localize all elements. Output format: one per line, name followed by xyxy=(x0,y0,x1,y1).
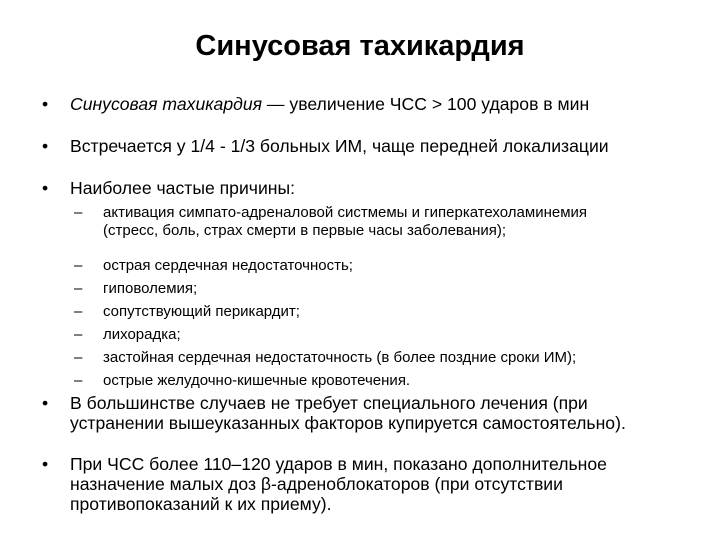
sub-bullet-item xyxy=(74,326,688,344)
dash-marker: – xyxy=(74,349,83,366)
dash-marker: – xyxy=(74,326,83,343)
bullet-marker: • xyxy=(42,94,49,114)
bullet-text: Наиболее частые причины: xyxy=(70,178,296,198)
bullet-text: При ЧСС более 110–120 ударов в мин, показано дополнительное назначение малых доз β-адреноблокаторов (при отсутствии противопоказаний к их приему). xyxy=(70,454,607,514)
bullet-item-treatment xyxy=(42,393,670,433)
sub-bullet-text: застойная сердечная недостаточность (в более поздние сроки ИМ); xyxy=(103,349,577,366)
bullet-item-beta-blockers xyxy=(42,454,670,514)
bullet-item-definition xyxy=(42,94,670,114)
bullet-marker: • xyxy=(42,136,49,156)
sub-bullet-item xyxy=(74,204,643,239)
sub-bullet-text: сопутствующий перикардит; xyxy=(103,303,300,320)
sub-bullet-text: острая сердечная недостаточность; xyxy=(103,257,353,274)
sub-bullet-item xyxy=(74,303,688,321)
slide-title: Синусовая тахикардия xyxy=(195,30,525,62)
sub-bullet-text: гиповолемия; xyxy=(103,280,198,297)
bullet-marker: • xyxy=(42,393,49,413)
bullet-text: В большинстве случаев не требует специального лечения (при устранении вышеуказанных факторов купируется самостоятельно). xyxy=(70,393,626,433)
bullet-term: Синусовая тахикардия xyxy=(70,94,263,114)
sub-bullet-item xyxy=(74,257,688,275)
bullet-marker: • xyxy=(42,454,49,474)
dash-marker: – xyxy=(74,280,83,297)
bullet-marker: • xyxy=(42,178,49,198)
dash-marker: – xyxy=(74,372,83,389)
bullet-item-occurrence xyxy=(42,136,670,156)
bullet-text: Встречается у 1/4 - 1/3 больных ИМ, чаще передней локализации xyxy=(70,136,609,156)
dash-marker: – xyxy=(74,204,83,221)
sub-bullet-item xyxy=(74,372,688,390)
sub-bullet-text: острые желудочно-кишечные кровотечения. xyxy=(103,372,411,389)
sub-bullet-text: лихорадка; xyxy=(103,326,181,343)
sub-bullet-item xyxy=(74,280,688,298)
bullet-item-causes xyxy=(42,178,670,198)
sub-bullet-text: активация симпато-адреналовой систмемы и гиперкатехоламинемия (стресс, боль, страх смерти в первые часы заболевания); xyxy=(103,204,588,239)
sub-bullet-item xyxy=(74,349,688,367)
dash-marker: – xyxy=(74,303,83,320)
dash-marker: – xyxy=(74,257,83,274)
bullet-text: — увеличение ЧСС > 100 ударов в мин xyxy=(262,94,590,114)
